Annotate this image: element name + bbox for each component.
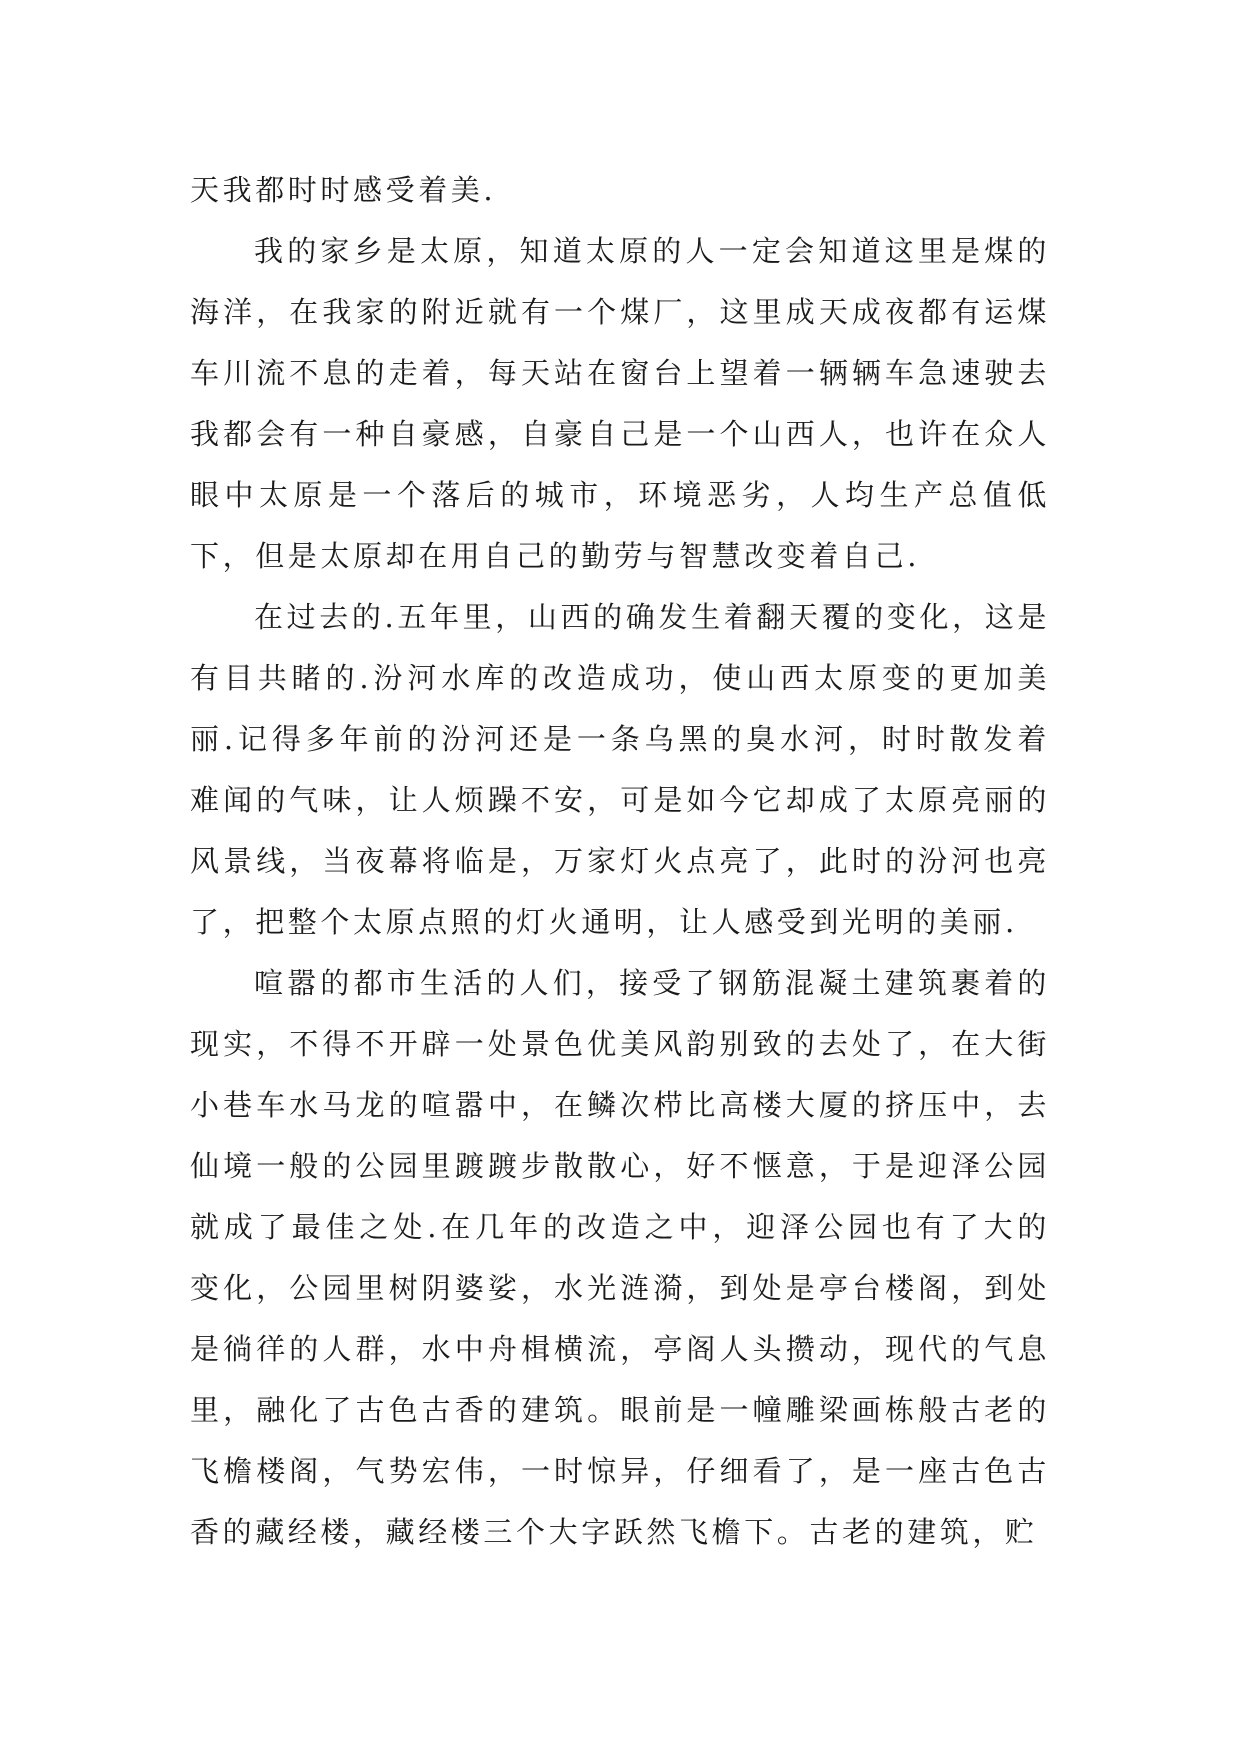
paragraph-continued: 天我都时时感受着美. (190, 173, 497, 207)
body-text (190, 160, 1050, 1563)
paragraph-hometown-taiyuan: 我的家乡是太原，知道太原的人一定会知道这里是煤的海洋，在我家的附近就有一个煤厂，这里成天成夜都有运煤车川流不息的走着，每天站在窗台上望着一辆辆车急速驶去我都会有一种自豪感，自豪自己是一个山西人，也许在众人眼中太原是一个落后的城市，环境恶劣，人均生产总值低下，但是太原却在用自己的勤劳与智慧改变着自己. (190, 234, 1050, 573)
paragraph-fenhe-river: 在过去的.五年里，山西的确发生着翻天覆的变化，这是有目共睹的.汾河水库的改造成功，使山西太原变的更加美丽.记得多年前的汾河还是一条乌黑的臭水河，时时散发着难闻的气味，让人烦躁不安，可是如今它却成了太原亮丽的风景线，当夜幕将临是，万家灯火点亮了，此时的汾河也亮了，把整个太原点照的灯火通明，让人感受到光明的美丽. (190, 600, 1050, 939)
paragraph-yingze-park: 喧嚣的都市生活的人们，接受了钢筋混凝土建筑裹着的现实，不得不开辟一处景色优美风韵别致的去处了，在大街小巷车水马龙的喧嚣中，在鳞次栉比高楼大厦的挤压中，去仙境一般的公园里踱踱步散散心，好不惬意，于是迎泽公园就成了最佳之处.在几年的改造之中，迎泽公园也有了大的变化，公园里树阴婆娑，水光涟漪，到处是亭台楼阁，到处是徜徉的人群，水中舟楫横流，亭阁人头攒动，现代的气息里，融化了古色古香的建筑。眼前是一幢雕梁画栋般古老的飞檐楼阁，气势宏伟，一时惊异，仔细看了，是一座古色古香的藏经楼，藏经楼三个大字跃然飞檐下。古老的建筑，贮 (190, 966, 1050, 1549)
